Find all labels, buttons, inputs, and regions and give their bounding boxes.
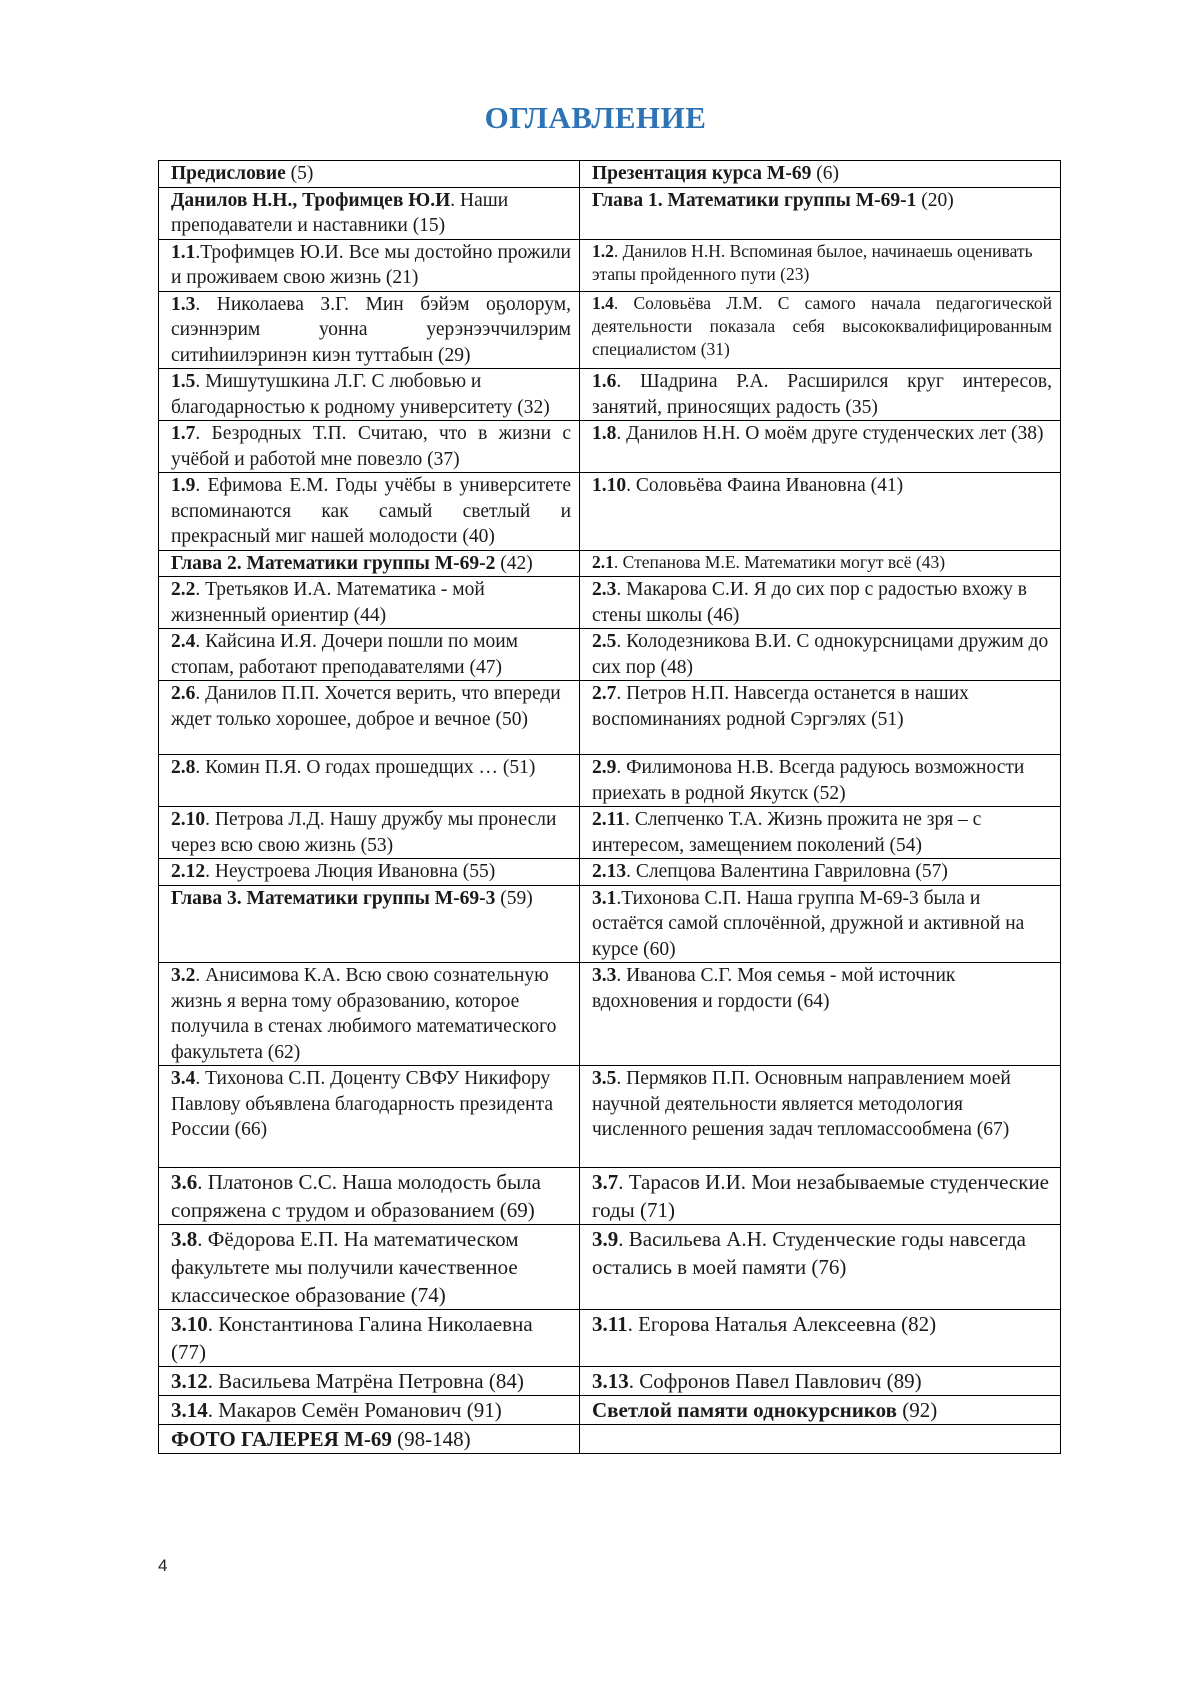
entry-number: 1.4 bbox=[592, 292, 614, 313]
toc-entry bbox=[580, 859, 1061, 886]
entry-text: . Константинова Галина Николаевна (77) bbox=[171, 1312, 533, 1364]
entry-text: . Егорова Наталья Алексеевна (82) bbox=[627, 1312, 937, 1336]
entry-number: 2.11 bbox=[592, 809, 626, 830]
entry-heading: Данилов Н.Н., Трофимцев Ю.И bbox=[171, 189, 451, 211]
entry-number: 2.2 bbox=[171, 579, 196, 600]
entry-number: 3.14 bbox=[171, 1398, 208, 1422]
entry-number: 2.8 bbox=[171, 757, 196, 778]
toc-entry bbox=[580, 239, 1061, 291]
entry-heading: Глава 3. Математики группы М-69-3 bbox=[171, 887, 496, 909]
toc-row bbox=[159, 239, 1061, 291]
entry-number: 2.6 bbox=[171, 683, 196, 704]
toc-row bbox=[159, 1425, 1061, 1454]
entry-number: 2.4 bbox=[171, 631, 196, 652]
toc-row bbox=[159, 1066, 1061, 1168]
entry-number: 3.1 bbox=[592, 887, 617, 909]
toc-entry bbox=[580, 421, 1061, 473]
toc-entry bbox=[159, 629, 580, 681]
entry-text: . Комин П.Я. О годах прошедщих … (51) bbox=[195, 757, 536, 778]
entry-text: . Неустроева Люция Ивановна (55) bbox=[205, 861, 496, 882]
entry-text: . Слепченко Т.А. Жизнь прожита не зря – с интересом, замещением поколений (54) bbox=[592, 809, 982, 856]
entry-text: .Трофимцев Ю.И. Все мы достойно прожили и проживаем свою жизнь (21) bbox=[171, 241, 571, 288]
entry-text: . Анисимова К.А. Всю свою сознательную жизнь я верна тому образованию, которое получила в стенах любимого математического факультета (62) bbox=[171, 965, 557, 1063]
toc-entry bbox=[159, 859, 580, 886]
toc-entry bbox=[159, 1425, 580, 1454]
entry-number: 3.10 bbox=[171, 1312, 208, 1336]
toc-row bbox=[159, 1310, 1061, 1367]
toc-entry bbox=[580, 473, 1061, 551]
toc-row bbox=[159, 1225, 1061, 1310]
entry-text: . Третьяков И.А. Математика - мой жизненный ориентир (44) bbox=[171, 579, 485, 626]
entry-number: 3.11 bbox=[592, 1312, 628, 1336]
toc-entry bbox=[580, 1367, 1061, 1396]
entry-heading: Презентация курса М-69 bbox=[592, 163, 812, 184]
toc-row bbox=[159, 369, 1061, 421]
entry-text: . Соловьёва Фаина Ивановна (41) bbox=[626, 475, 904, 496]
toc-entry bbox=[159, 550, 580, 577]
table-of-contents bbox=[158, 160, 1061, 1454]
entry-text: . Соловьёва Л.М. С самого начала педагогической деятельности показала себя высококвалифицированным специалистом (31) bbox=[592, 292, 1052, 359]
toc-row bbox=[159, 629, 1061, 681]
entry-number: 3.6 bbox=[171, 1170, 198, 1194]
entry-number: 2.10 bbox=[171, 809, 206, 830]
entry-text: . Данилов П.П. Хочется верить, что впереди ждет только хорошее, доброе и вечное (50) bbox=[171, 683, 561, 730]
entry-number: 3.5 bbox=[592, 1068, 617, 1089]
entry-text: . Данилов Н.Н. Вспоминая былое, начинаешь оценивать этапы пройденного пути (23) bbox=[592, 240, 1033, 284]
entry-text: . Тихонова С.П. Доценту СВФУ Никифору Павлову объявлена благодарность президента России (66) bbox=[171, 1068, 553, 1140]
entry-number: 1.6 bbox=[592, 371, 617, 392]
toc-entry bbox=[580, 1396, 1061, 1425]
entry-number: 2.1 bbox=[592, 551, 614, 572]
toc-entry bbox=[159, 369, 580, 421]
toc-row bbox=[159, 161, 1061, 188]
entry-number: 1.3 bbox=[171, 293, 196, 315]
entry-text: . Колодезникова В.И. С однокурсницами дружим до сих пор (48) bbox=[592, 631, 1049, 678]
entry-heading: Предисловие bbox=[171, 163, 286, 184]
entry-text: . Данилов Н.Н. О моём друге студенческих лет (38) bbox=[616, 423, 1044, 444]
toc-row bbox=[159, 963, 1061, 1066]
page-number: 4 bbox=[158, 1556, 168, 1575]
entry-number: 1.8 bbox=[592, 423, 617, 444]
page-title: ОГЛАВЛЕНИЕ bbox=[484, 100, 707, 135]
entry-number: 2.7 bbox=[592, 683, 617, 704]
toc-entry bbox=[159, 1225, 580, 1310]
toc-entry bbox=[580, 369, 1061, 421]
entry-number: 3.13 bbox=[592, 1369, 629, 1393]
entry-text: . Иванова С.Г. Моя семья - мой источник вдохновения и гордости (64) bbox=[592, 965, 956, 1012]
entry-text: (42) bbox=[495, 552, 533, 574]
toc-row bbox=[159, 681, 1061, 755]
entry-text: .Тихонова С.П. Наша группа М-69-3 была и остаётся самой сплочённой, дружной и активной на курсе (60) bbox=[592, 887, 1025, 960]
entry-text: . Шадрина Р.А. Расширился круг интересов, занятий, приносящих радость (35) bbox=[592, 371, 1052, 418]
toc-row bbox=[159, 1396, 1061, 1425]
entry-text: . Тарасов И.И. Мои незабываемые студенческие годы (71) bbox=[592, 1170, 1050, 1222]
entry-text: . Платонов С.С. Наша молодость была сопряжена с трудом и образованием (69) bbox=[171, 1170, 541, 1222]
toc-row bbox=[159, 859, 1061, 886]
entry-text: (5) bbox=[285, 163, 314, 184]
entry-heading: ФОТО ГАЛЕРЕЯ М-69 bbox=[171, 1427, 392, 1451]
entry-number: 3.9 bbox=[592, 1227, 619, 1251]
entry-heading: Светлой памяти однокурсников bbox=[592, 1398, 897, 1422]
entry-heading: Глава 2. Математики группы М-69-2 bbox=[171, 552, 496, 574]
toc-row bbox=[159, 1168, 1061, 1225]
toc-entry bbox=[580, 1066, 1061, 1168]
entry-text: . Петров Н.П. Навсегда останется в наших воспоминаниях родной Сэргэлях (51) bbox=[592, 683, 969, 730]
toc-entry bbox=[580, 161, 1061, 188]
toc-entry bbox=[159, 291, 580, 369]
entry-number: 1.7 bbox=[171, 423, 196, 444]
toc-entry bbox=[580, 1168, 1061, 1225]
entry-text: . Наши преподаватели и наставники (15) bbox=[171, 189, 509, 236]
toc-entry bbox=[159, 161, 580, 188]
toc-row bbox=[159, 755, 1061, 807]
toc-entry bbox=[580, 1425, 1061, 1454]
toc-entry bbox=[580, 291, 1061, 369]
entry-text: . Безродных Т.П. Считаю, что в жизни с учёбой и работой мне повезло (37) bbox=[171, 423, 571, 470]
entry-number: 1.5 bbox=[171, 371, 196, 392]
entry-text: (59) bbox=[495, 887, 533, 909]
toc-entry bbox=[580, 963, 1061, 1066]
entry-number: 2.13 bbox=[592, 861, 627, 882]
entry-text: (20) bbox=[916, 189, 954, 211]
entry-text: . Васильева А.Н. Студенческие годы навсегда остались в моей памяти (76) bbox=[592, 1227, 1026, 1279]
toc-entry bbox=[159, 681, 580, 755]
toc-entry bbox=[159, 1396, 580, 1425]
toc-entry bbox=[159, 473, 580, 551]
toc-entry bbox=[580, 885, 1061, 963]
entry-text: . Кайсина И.Я. Дочери пошли по моим стопам, работают преподавателями (47) bbox=[171, 631, 518, 678]
toc-row bbox=[159, 807, 1061, 859]
entry-number: 1.10 bbox=[592, 475, 627, 496]
entry-number: 3.2 bbox=[171, 965, 196, 986]
entry-number: 2.3 bbox=[592, 579, 617, 600]
toc-entry bbox=[580, 807, 1061, 859]
toc-entry bbox=[159, 1310, 580, 1367]
entry-text: . Макарова С.И. Я до сих пор с радостью вхожу в стены школы (46) bbox=[592, 579, 1027, 626]
toc-row bbox=[159, 1367, 1061, 1396]
entry-number: 3.12 bbox=[171, 1369, 208, 1393]
entry-number: 3.4 bbox=[171, 1068, 196, 1089]
toc-row bbox=[159, 550, 1061, 577]
entry-text: . Мишутушкина Л.Г. С любовью и благодарностью к родному университету (32) bbox=[171, 371, 550, 418]
entry-number: 3.3 bbox=[592, 965, 617, 986]
entry-text: . Фёдорова Е.П. На математическом факультете мы получили качественное классическое образование (74) bbox=[171, 1227, 519, 1307]
toc-entry bbox=[159, 577, 580, 629]
entry-number: 3.7 bbox=[592, 1170, 619, 1194]
entry-number: 2.9 bbox=[592, 757, 617, 778]
entry-text: . Софронов Павел Павлович (89) bbox=[628, 1369, 922, 1393]
toc-entry bbox=[159, 1168, 580, 1225]
entry-text: . Васильева Матрёна Петровна (84) bbox=[207, 1369, 524, 1393]
toc-entry bbox=[159, 239, 580, 291]
toc-row bbox=[159, 187, 1061, 239]
toc-entry bbox=[580, 1310, 1061, 1367]
entry-text: . Слепцова Валентина Гавриловна (57) bbox=[626, 861, 948, 882]
entry-text: . Пермяков П.П. Основным направлением моей научной деятельности является методология численного решения задач тепломассообмена (67) bbox=[592, 1068, 1011, 1140]
entry-text: . Степанова М.Е. Математики могут всё (43) bbox=[613, 551, 946, 572]
entry-number: 3.8 bbox=[171, 1227, 198, 1251]
entry-text: . Филимонова Н.В. Всегда радуюсь возможности приехать в родной Якутск (52) bbox=[592, 757, 1025, 804]
entry-text: . Петрова Л.Д. Нашу дружбу мы пронесли через всю свою жизнь (53) bbox=[171, 809, 557, 856]
entry-number: 1.1 bbox=[171, 241, 196, 263]
toc-entry bbox=[159, 1066, 580, 1168]
toc-entry bbox=[580, 629, 1061, 681]
entry-text: . Ефимова Е.М. Годы учёбы в университете вспоминаются как самый светлый и прекрасный миг нашей молодости (40) bbox=[171, 475, 571, 547]
entry-number: 1.9 bbox=[171, 475, 196, 496]
toc-entry bbox=[580, 187, 1061, 239]
entry-text: . Макаров Семён Романович (91) bbox=[207, 1398, 502, 1422]
toc-entry bbox=[159, 963, 580, 1066]
toc-row bbox=[159, 421, 1061, 473]
entry-text: (6) bbox=[811, 163, 839, 184]
toc-entry bbox=[580, 681, 1061, 755]
toc-entry bbox=[159, 807, 580, 859]
toc-entry bbox=[159, 187, 580, 239]
entry-text: (92) bbox=[896, 1398, 938, 1422]
toc-entry bbox=[159, 885, 580, 963]
entry-number: 1.2 bbox=[592, 240, 614, 261]
entry-number: 2.12 bbox=[171, 861, 206, 882]
toc-entry bbox=[159, 1367, 580, 1396]
toc-entry bbox=[580, 577, 1061, 629]
toc-entry bbox=[580, 755, 1061, 807]
toc-entry bbox=[580, 1225, 1061, 1310]
toc-entry bbox=[580, 550, 1061, 577]
entry-text: . Николаева З.Г. Мин бэйэм оҕолорум, сиэннэрим уонна уерэнээччилэрим ситиһиилэринэн киэн туттабын (29) bbox=[171, 293, 571, 366]
toc-entry bbox=[159, 755, 580, 807]
entry-number: 2.5 bbox=[592, 631, 617, 652]
toc-row bbox=[159, 291, 1061, 369]
toc-row bbox=[159, 473, 1061, 551]
toc-row bbox=[159, 577, 1061, 629]
toc-entry bbox=[159, 421, 580, 473]
entry-text: (98-148) bbox=[391, 1427, 471, 1451]
entry-heading: Глава 1. Математики группы М-69-1 bbox=[592, 189, 917, 211]
toc-row bbox=[159, 885, 1061, 963]
